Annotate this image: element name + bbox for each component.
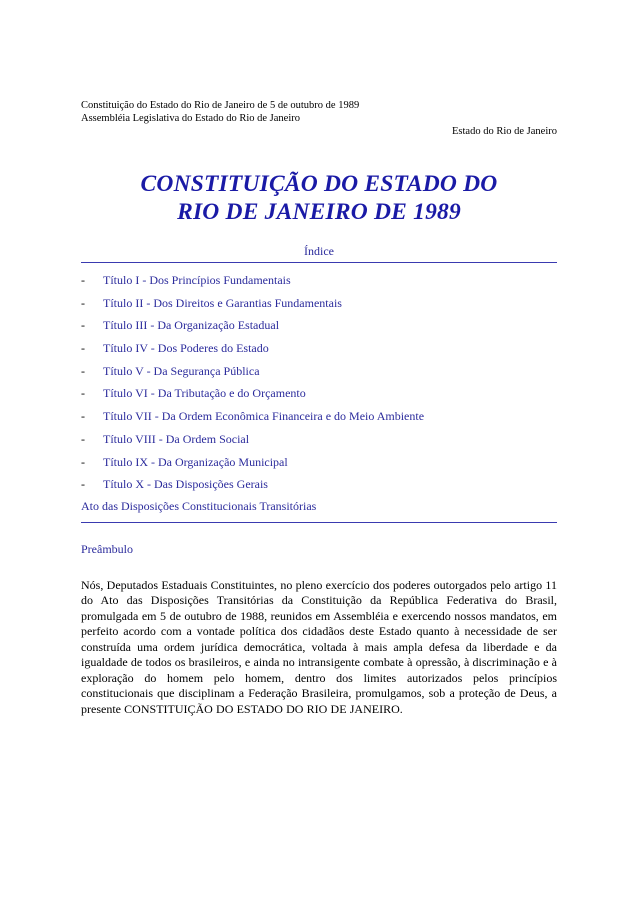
- toc-item: [81, 432, 557, 447]
- toc-item: [81, 409, 557, 424]
- toc-item: [81, 477, 557, 492]
- toc-link-titulo-5[interactable]: Título V - Da Segurança Pública: [103, 363, 260, 378]
- toc-bullet: -: [81, 273, 85, 287]
- toc-item: [81, 341, 557, 356]
- document-title-line-1: CONSTITUIÇÃO DO ESTADO DO: [140, 171, 498, 197]
- toc-item: [81, 386, 557, 401]
- toc-item: [81, 318, 557, 333]
- toc-item: [81, 273, 557, 288]
- toc-link-titulo-3[interactable]: Título III - Da Organização Estadual: [103, 318, 280, 333]
- preamble-paragraph: Nós, Deputados Estaduais Constituintes, no pleno exercício dos poderes outorgados pelo artigo 11 do Ato das Disposições Transitórias da Constituição da República Federativa do Brasil, promulgada em 5 de outubro de 1988, reunidos em Assembléia e exercendo nossos mandatos, em perfeito acordo com a vontade política dos cidadãos deste Estado quanto à necessidade de ser construída uma ordem jurídica democrática, voltada à mais ampla defesa da liberdade e da igualdade de todos os brasileiros, e ainda no intransigente combate à opressão, à discriminação e à exploração do homem pelo homem, dentro dos limites autorizados pelos princípios constitucionais que disciplinam a Federação Brasileira, promulgamos, sob a proteção de Deus, a presente CONSTITUIÇÃO DO ESTADO DO RIO DE JANEIRO.: [81, 577, 557, 716]
- toc-item: [81, 364, 557, 379]
- toc-bullet: -: [81, 318, 85, 333]
- document-header-source: Constituição do Estado do Rio de Janeiro de 5 de outubro de 1989: [81, 100, 360, 111]
- document-title: [81, 170, 557, 226]
- toc-bullet: -: [81, 431, 85, 446]
- toc-bullet: -: [81, 295, 85, 310]
- toc-item: [81, 296, 557, 311]
- toc-link-titulo-10[interactable]: Título X - Das Disposições Gerais: [103, 477, 268, 492]
- toc-bullet: -: [81, 386, 85, 401]
- toc-link-titulo-8[interactable]: Título VIII - Da Ordem Social: [103, 431, 250, 446]
- toc-bullet: -: [81, 341, 85, 356]
- toc-item: [81, 455, 557, 470]
- document-header-publisher: Assembléia Legislativa do Estado do Rio de Janeiro: [81, 113, 300, 124]
- toc-link-titulo-2[interactable]: Título II - Dos Direitos e Garantias Fundamentais: [103, 295, 342, 310]
- toc-bullet: -: [81, 363, 85, 378]
- document-title-line-2: RIO DE JANEIRO DE 1989: [177, 199, 461, 225]
- toc-link-titulo-4[interactable]: Título IV - Dos Poderes do Estado: [103, 341, 269, 356]
- toc-link-ato-disposicoes-transitorias[interactable]: Ato das Disposições Constitucionais Transitórias: [81, 499, 557, 523]
- preamble-heading: Preâmbulo: [81, 541, 133, 556]
- table-of-contents: [81, 273, 557, 492]
- toc-link-titulo-1[interactable]: Título I - Dos Princípios Fundamentais: [103, 273, 291, 287]
- toc-link-titulo-9[interactable]: Título IX - Da Organização Municipal: [103, 454, 288, 469]
- index-heading: Índice: [81, 244, 557, 263]
- toc-bullet: -: [81, 409, 85, 424]
- toc-link-titulo-6[interactable]: Título VI - Da Tributação e do Orçamento: [103, 386, 306, 401]
- toc-link-titulo-7[interactable]: Título VII - Da Ordem Econômica Financeira e do Meio Ambiente: [103, 409, 425, 424]
- toc-bullet: -: [81, 454, 85, 469]
- document-header-state: Estado do Rio de Janeiro: [452, 126, 557, 137]
- document-page: [81, 99, 557, 717]
- toc-bullet: -: [81, 477, 85, 492]
